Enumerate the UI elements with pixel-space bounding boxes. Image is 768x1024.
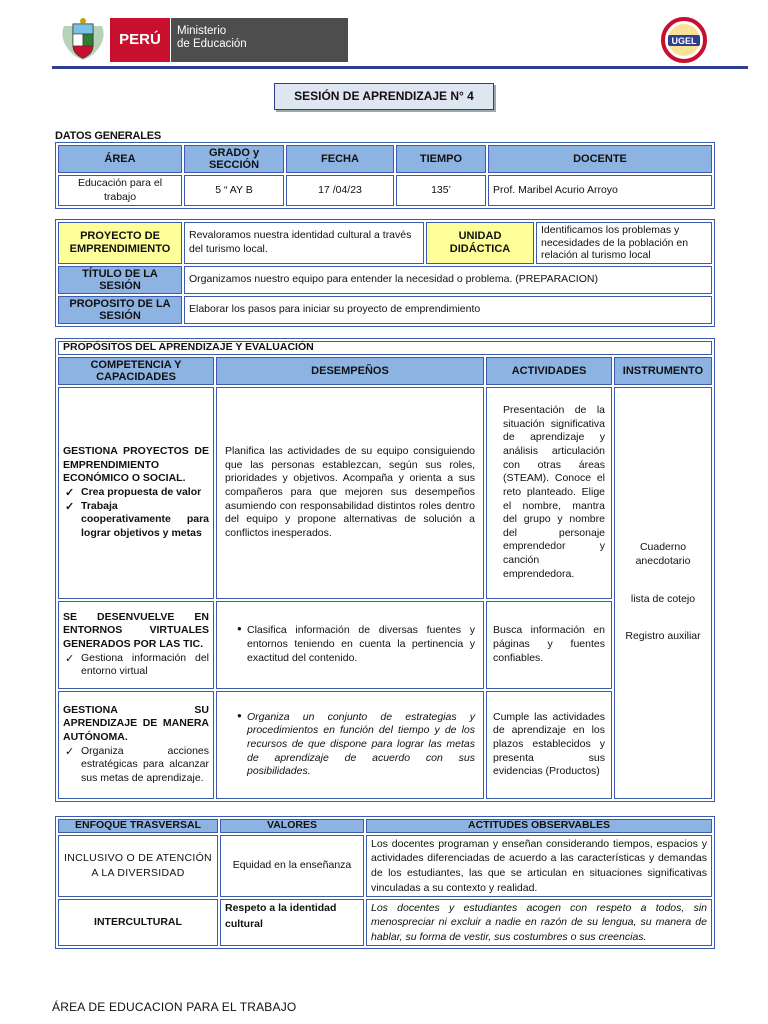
proyecto-table — [55, 219, 715, 327]
ministry-label — [170, 18, 348, 62]
proposito-label: PROPOSITO DE LA SESIÓN — [58, 296, 182, 324]
enfoque-name: INTERCULTURAL — [58, 899, 218, 946]
header-docente: DOCENTE — [488, 145, 712, 173]
peru-ministry-banner — [110, 18, 348, 62]
footer-area-label: ÁREA DE EDUCACION PARA EL TRABAJO — [52, 1000, 297, 1014]
header-enfoque: ENFOQUE TRASVERSAL — [58, 819, 218, 833]
enfoque-actitud: Los docentes programan y enseñan considerando tiempos, espacios y actividades diferenciadas de acuerdo a las características y demandas de los estudiantes, las que se articulan en situaciones significativas vinculadas a su contexto y realidad. — [366, 835, 712, 898]
capacidades-list — [63, 652, 209, 679]
peru-coat-of-arms-icon — [58, 16, 108, 64]
header-instrumento: INSTRUMENTO — [614, 357, 712, 385]
desempeno-text: ● Clasifica información de diversas fuentes y entornos teniendo en cuenta la pertinencia y exactitud del contenido. — [237, 624, 475, 665]
value-docente: Prof. Maribel Acurio Arroyo — [488, 175, 712, 206]
desempeno-cell — [216, 601, 484, 689]
instrumento-cell — [614, 387, 712, 799]
competencia-title: SE DESENVUELVE EN ENTORNOS VIRTUALES GENERADOS POR LAS TIC. — [63, 610, 209, 650]
competencia-title: GESTIONA SU APRENDIZAJE DE MANERA AUTÓNOMA. — [63, 703, 209, 744]
enfoque-table — [55, 816, 715, 949]
proposito-value: Elaborar los pasos para iniciar su proyecto de emprendimiento — [184, 296, 712, 324]
ministry-line1: Ministerio — [177, 25, 227, 37]
value-area: Educación para el trabajo — [58, 175, 182, 206]
peru-label: PERÚ — [110, 18, 170, 62]
actividades-cell: Presentación de la situación significativa de aprendizaje y análisis articulación con otras áreas (STEAM). Conoce el reto planteado. Elige el nombre, mantra del grupo y nombre del personaje emprendedor y canción emprendedora. — [486, 387, 612, 599]
value-grado: 5 “ AY B — [184, 175, 284, 206]
competencia-title: GESTIONA PROYECTOS DE EMPRENDIMIENTO ECONÓMICO O SOCIAL. — [63, 444, 209, 485]
instrumento-item: Cuaderno anecdotario — [635, 541, 691, 568]
unidad-label: UNIDAD DIDÁCTICA — [426, 222, 534, 264]
header-actividades: ACTIVIDADES — [486, 357, 612, 385]
ugel-logo-icon — [656, 16, 712, 64]
instrumento-item: Registro auxiliar — [625, 630, 701, 643]
datos-generales-table — [55, 142, 715, 209]
titulo-value: Organizamos nuestro equipo para entender la necesidad o problema. (PREPARACION) — [184, 266, 712, 294]
header-grado: GRADO y SECCIÓN — [184, 145, 284, 173]
propositos-section-label: PROPÓSITOS DEL APRENDIZAJE Y EVALUACIÓN — [58, 341, 712, 355]
ministry-line2: de Educación — [177, 38, 247, 51]
header-area: ÁREA — [58, 145, 182, 173]
proyecto-value: Revaloramos nuestra identidad cultural a través del turismo local. — [184, 222, 424, 264]
header-actitudes: ACTITUDES OBSERVABLES — [366, 819, 712, 833]
header-divider — [52, 66, 748, 69]
desempeno-cell — [216, 691, 484, 799]
capacidades-list — [63, 486, 209, 541]
value-fecha: 17 /04/23 — [286, 175, 394, 206]
header-tiempo: TIEMPO — [396, 145, 486, 173]
propositos-table — [55, 338, 715, 802]
competencia-cell — [58, 601, 214, 689]
enfoque-actitud: Los docentes y estudiantes acogen con respeto a todos, sin menospreciar ni excluir a nadie en razón de su lengua, su manera de hablar, su forma de vestir, sus costumbres o sus creencias. — [366, 899, 712, 946]
header-valores: VALORES — [220, 819, 364, 833]
enfoque-name: INCLUSIVO O DE ATENCIÓN A LA DIVERSIDAD — [58, 835, 218, 898]
capacidad-item: ✓ Trabaja cooperativamente para lograr objetivos y metas — [63, 500, 209, 541]
actividades-cell: Busca información en páginas y fuentes confiables. — [486, 601, 612, 689]
instrumento-item: lista de cotejo — [630, 592, 696, 605]
capacidad-item: ✓ Organiza acciones estratégicas para alcanzar sus metas de aprendizaje. — [63, 745, 209, 786]
capacidades-list — [63, 745, 209, 786]
desempeno-cell: Planifica las actividades de su equipo consiguiendo que las personas establezcan, según sus roles, prioridades y objetivos. Acompaña y orienta a sus compañeros para que mejoren sus desempeños asumiendo con responsabilidad distintos roles dentro del equipo y propone alternativas de solución a conflictos inesperados. — [216, 387, 484, 599]
desempeno-text: ● Organiza un conjunto de estrategias y procedimientos en función del tiempo y de los recursos de que dispone para lograr las metas de aprendizaje de acuerdo con sus posibilidades. — [237, 711, 475, 779]
titulo-label: TÍTULO DE LA SESIÓN — [58, 266, 182, 294]
enfoque-valor: Equidad en la enseñanza — [220, 835, 364, 898]
datos-generales-label: DATOS GENERALES — [55, 130, 161, 142]
header-competencia: COMPETENCIA Y CAPACIDADES — [58, 357, 214, 385]
proyecto-label: PROYECTO DE EMPRENDIMIENTO — [58, 222, 182, 264]
header-desempenos: DESEMPEÑOS — [216, 357, 484, 385]
session-title: SESIÓN DE APRENDIZAJE N° 4 — [274, 83, 494, 110]
competencia-cell — [58, 691, 214, 799]
ugel-logo-text: UGEL — [671, 36, 697, 46]
header-fecha: FECHA — [286, 145, 394, 173]
actividades-cell: Cumple las actividades de aprendizaje en los plazos establecidos y presenta sus evidencias (Productos) — [486, 691, 612, 799]
capacidad-item: ✓ Crea propuesta de valor — [63, 486, 209, 500]
value-tiempo: 135’ — [396, 175, 486, 206]
competencia-cell — [58, 387, 214, 599]
unidad-value: Identificamos los problemas y necesidades de la población en relación al turismo local — [536, 222, 712, 264]
capacidad-item: ✓ Gestiona información del entorno virtual — [63, 652, 209, 679]
enfoque-valor: Respeto a la identidad cultural — [220, 899, 364, 946]
